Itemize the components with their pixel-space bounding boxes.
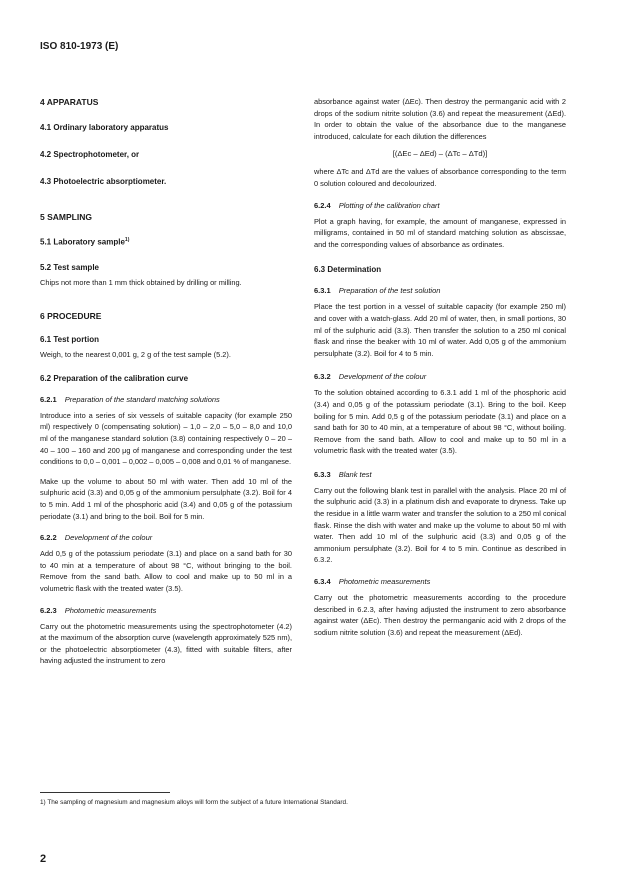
- right-column: [314, 96, 566, 638]
- section-4-heading: 4 APPARATUS: [40, 97, 99, 107]
- section-6-2-1-number: 6.2.1: [40, 394, 57, 404]
- section-5-2-text: Chips not more than 1 mm thick obtained by drilling or milling.: [40, 277, 242, 287]
- section-6-2-4-title: Plotting of the calibration chart: [338, 200, 440, 210]
- section-6-3-1-number: 6.3.1: [314, 286, 331, 296]
- section-6-2-4-number: 6.2.4: [314, 200, 331, 210]
- section-6-2-1-heading: [40, 394, 292, 405]
- section-6-2-3-number: 6.2.3: [40, 605, 57, 615]
- section-6-3-3-number: 6.3.3: [314, 469, 331, 479]
- left-column: [40, 96, 292, 667]
- difference-formula: [(ΔEc – ΔEd) – (ΔTc – ΔTd)]: [392, 149, 488, 159]
- section-5-2-heading: 5.2 Test sample: [40, 262, 99, 272]
- footnote: 1) The sampling of magnesium and magnesium alloys will form the subject of a future International Standard.: [40, 799, 348, 806]
- section-6-1-heading: 6.1 Test portion: [40, 335, 99, 345]
- section-6-2-3-heading: [40, 605, 292, 616]
- section-6-3-2-text: To the solution obtained according to 6.3.1 add 1 ml of the phosphoric acid (3.4) and 0,05 g of the potassium periodate (3.1). Bring to the boil. Keep boiling for 5 min. Add 0,5 g of the potassium periodate (3.1) and place on a sand bath for 30 to 40 min, at a temperature of about 98 °C, without boiling. Remove from the sand bath. Allow to cool and make up to 50 ml in a volumetric flask with the treated water (3.5).: [314, 388, 566, 456]
- page-number: 2: [40, 853, 47, 865]
- section-4-2-heading: 4.2 Spectrophotometer, or: [40, 150, 140, 159]
- footnote-divider: [40, 792, 170, 793]
- continued-text: absorbance against water (ΔEc). Then destroy the permanganic acid with 2 drops of the sodium nitrite solution (3.6) and repeat the measurement (ΔEd). In order to obtain the value of the absorbance due to the manganese introduced, calculate for each dilution the differences: [314, 97, 566, 141]
- section-6-2-4-heading: [314, 200, 566, 211]
- section-6-2-2-title: Development of the colour: [64, 533, 153, 543]
- section-6-2-3-title: Photometric measurements: [64, 605, 157, 615]
- section-6-heading: 6 PROCEDURE: [40, 311, 102, 322]
- section-6-2-2-text: Add 0,5 g of the potassium periodate (3.1) and place on a sand bath for 30 to 40 min at a temperature of about 98 °C, without bringing to the boil. Remove from the sand bath. Allow to cool and make up to 50 ml in a volumetric flask with the treated water (3.5).: [40, 549, 292, 593]
- section-6-3-3-title: Blank test: [338, 469, 372, 479]
- section-6-3-4-heading: [314, 576, 566, 587]
- section-6-3-1-title: Preparation of the test solution: [338, 286, 441, 296]
- where-text: where ΔTc and ΔTd are the values of absorbance corresponding to the term 0 solution coloured and decolourized.: [314, 167, 566, 188]
- section-6-3-4-number: 6.3.4: [314, 577, 331, 587]
- section-6-3-1-text: Place the test portion in a vessel of suitable capacity (for example 250 ml) and cover with a watch-glass. Add 20 ml of water, then, in small portions, 30 ml of the sulphuric acid (3.3). Then transfer the solution to a 250 ml conical flask and rinse the beaker with 10 ml of water. Add 0,05 g of the ammonium persulphate (3.2). Boil for 4 to 5 min.: [314, 302, 566, 358]
- section-6-3-1-heading: [314, 285, 566, 296]
- section-6-2-1-text-1: Introduce into a series of six vessels of suitable capacity (for example 250 ml) respectively 0 (compensating solution) – 1,0 – 2,0 – 5,0 – 8,0 and 10,0 ml of the manganese standard solution (3.8) containing respectively 0 – 20 – 40 – 100 – 160 and 200 μg of manganese and corresponding under the test conditions to 0,0 – 0,001 – 0,002 – 0,005 – 0,008 and 0,01 % of manganese.: [40, 410, 292, 467]
- section-6-3-3-heading: [314, 469, 566, 480]
- section-6-2-4-text: Plot a graph having, for example, the amount of manganese, expressed in milligrams, contained in 50 ml of standard matching solution as abscissae, and the corresponding values of absorbance as ordinates.: [314, 216, 566, 249]
- standard-header: ISO 810-1973 (E): [40, 41, 119, 52]
- section-6-2-1-text-2: Make up the volume to about 50 ml with water. Then add 10 ml of the sulphuric acid (3.3) and 0,05 g of the ammonium persulphate (3.2). Boil for 4 to 5 min. Add 1 ml of the phosphoric acid (3.4) and 0,05 g of the potassium periodate (3.1) and bring to the boil. Boil for 5 min.: [40, 476, 292, 521]
- section-6-2-3-text: Carry out the photometric measurements using the spectrophotometer (4.2) at the maximum of the absorption curve (wavelength approximately 525 nm), or the photoelectric absorptiometer (4.3), fitted with suitable filters, after having adjusted the instrument to zero: [40, 621, 292, 666]
- section-6-1-text: Weigh, to the nearest 0,001 g, 2 g of the test sample (5.2).: [40, 350, 231, 360]
- section-6-2-2-heading: [40, 532, 292, 543]
- section-6-2-1-title: Preparation of the standard matching solutions: [64, 394, 220, 404]
- section-6-2-heading: 6.2 Preparation of the calibration curve: [40, 373, 189, 383]
- section-6-3-2-title: Development of the colour: [338, 372, 427, 382]
- section-5-1-heading: [40, 235, 292, 248]
- section-6-3-4-title: Photometric measurements: [338, 577, 431, 587]
- section-4-1-heading: 4.1 Ordinary laboratory apparatus: [40, 123, 169, 132]
- footnote-ref: 1): [124, 237, 130, 243]
- section-6-3-4-text: Carry out the photometric measurements according to the procedure described in 6.2.3, after having adjusted the instrument to zero absorbance against water (ΔEc). Then destroy the permanganic acid with 2 drops of the sodium nitrite solution (3.6) and repeat the measurement (ΔEd).: [314, 593, 566, 637]
- section-6-3-3-text: Carry out the following blank test in parallel with the analysis. Place 20 ml of the sulphuric acid (3.3) in a platinum dish and evaporate to dryness. Take up the residue in a little warm water and transfer the solution to a 250 ml conical flask. Rinse the dish with water and make up the volume to about 50 ml with water. Then add 10 ml of the sulphuric acid (3.3) and 0,05 g of the ammonium persulphate (3.2). Boil for 4 to 5 min. Continue as described in 6.3.2.: [314, 485, 566, 565]
- section-4-3-heading: 4.3 Photoelectric absorptiometer.: [40, 177, 167, 186]
- section-5-1-text: 5.1 Laboratory sample: [40, 237, 125, 247]
- section-6-3-heading: 6.3 Determination: [314, 265, 382, 275]
- section-5-heading: 5 SAMPLING: [40, 212, 92, 222]
- section-6-2-2-number: 6.2.2: [40, 533, 57, 543]
- section-6-3-2-number: 6.3.2: [314, 372, 331, 382]
- section-6-3-2-heading: [314, 371, 566, 382]
